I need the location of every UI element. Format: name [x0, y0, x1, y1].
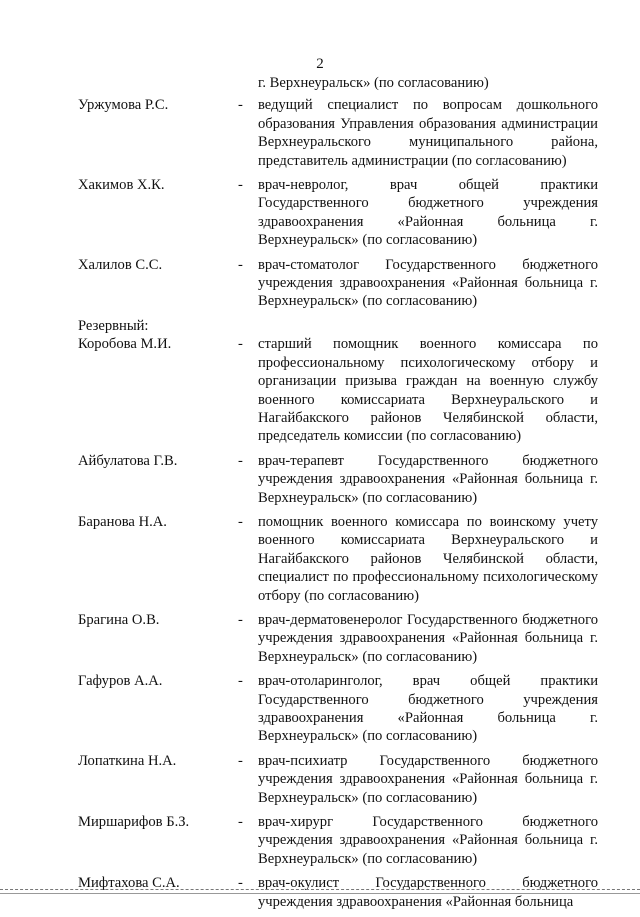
dash: -	[238, 875, 243, 892]
member-description: врач-терапевт Государственного бюджетного учреждения здравоохранения «Районная больница г. Верхнеуральск» (по согласованию)	[258, 452, 598, 506]
member-description: помощник военного комиссара по воинскому учету военного комиссариата Верхнеуральского и Нагайбакского районов Челябинской области, специалист по профессиональному психологическому отбору (по согласованию)	[258, 513, 598, 604]
member-name: Лопаткина Н.А.	[78, 752, 177, 769]
reserve-member-row	[78, 672, 598, 746]
member-description: врач-окулист Государственного бюджетного учреждения здравоохранения «Районная больница	[258, 875, 598, 910]
member-name: Миршарифов Б.З.	[78, 814, 190, 831]
member-name: Халилов С.С.	[78, 256, 163, 273]
member-name: Коробова М.И.	[78, 336, 172, 353]
reserve-member-row	[78, 752, 598, 807]
dash: -	[238, 336, 243, 353]
member-row	[78, 176, 598, 250]
member-description: врач-психиатр Государственного бюджетного учреждения здравоохранения «Районная больница г. Верхнеуральск» (по согласованию)	[258, 752, 598, 806]
member-row	[78, 96, 598, 170]
reserve-member-row	[78, 611, 598, 666]
commission-list	[78, 74, 598, 917]
continuation-text: г. Верхнеуральск» (по согласованию)	[258, 75, 489, 91]
member-name	[78, 74, 238, 92]
dash: -	[238, 256, 243, 273]
member-name: Гафуров А.А.	[78, 673, 163, 690]
dash: -	[238, 177, 243, 194]
member-name: Айбулатова Г.В.	[78, 452, 178, 469]
reserve-member-row	[78, 335, 598, 445]
reserve-member-row	[78, 452, 598, 507]
member-name: Хакимов Х.К.	[78, 177, 165, 194]
member-name: Уржумова Р.С.	[78, 97, 169, 114]
member-description: врач-отоларинголог, врач общей практики Государственного бюджетного учреждения здравоохранения «Районная больница г. Верхнеуральск» (по согласованию)	[258, 673, 598, 745]
dash: -	[238, 97, 243, 114]
member-name: Баранова Н.А.	[78, 513, 167, 530]
dash: -	[238, 611, 243, 628]
dash: -	[238, 752, 243, 769]
dash	[238, 74, 258, 92]
page-edge-divider	[0, 889, 640, 890]
dash: -	[238, 814, 243, 831]
member-description: врач-невролог, врач общей практики Государственного бюджетного учреждения здравоохранения «Районная больница г. Верхнеуральск» (по согласованию)	[258, 177, 598, 249]
member-description: врач-стоматолог Государственного бюджетного учреждения здравоохранения «Районная больница г. Верхнеуральск» (по согласованию)	[258, 256, 598, 310]
reserve-member-row	[78, 813, 598, 868]
dash: -	[238, 452, 243, 469]
reserve-member-row	[78, 513, 598, 605]
page-edge-divider	[0, 893, 640, 894]
reserve-label: Резервный:	[78, 317, 149, 334]
dash: -	[238, 673, 243, 690]
continuation-row	[78, 74, 598, 92]
member-description: врач-дерматовенеролог Государственного бюджетного учреждения здравоохранения «Районная больница г. Верхнеуральск» (по согласованию)	[258, 611, 598, 665]
page-number: 2	[316, 56, 324, 72]
member-row	[78, 256, 598, 311]
member-description: старший помощник военного комиссара по профессиональному психологическому отбору и организации призыва граждан на военную службу военного комиссариата Верхнеуральского и Нагайбакского районов Челябинской области, председатель комиссии (по согласованию)	[258, 336, 598, 445]
member-description: ведущий специалист по вопросам дошкольного образования Управления образования администрации Верхнеуральского муниципального района, представитель администрации (по согласованию)	[258, 97, 598, 169]
member-name: Брагина О.В.	[78, 611, 160, 628]
dash: -	[238, 513, 243, 530]
member-description: врач-хирург Государственного бюджетного учреждения здравоохранения «Районная больница г. Верхнеуральск» (по согласованию)	[258, 814, 598, 867]
member-name: Мифтахова С.А.	[78, 875, 180, 892]
